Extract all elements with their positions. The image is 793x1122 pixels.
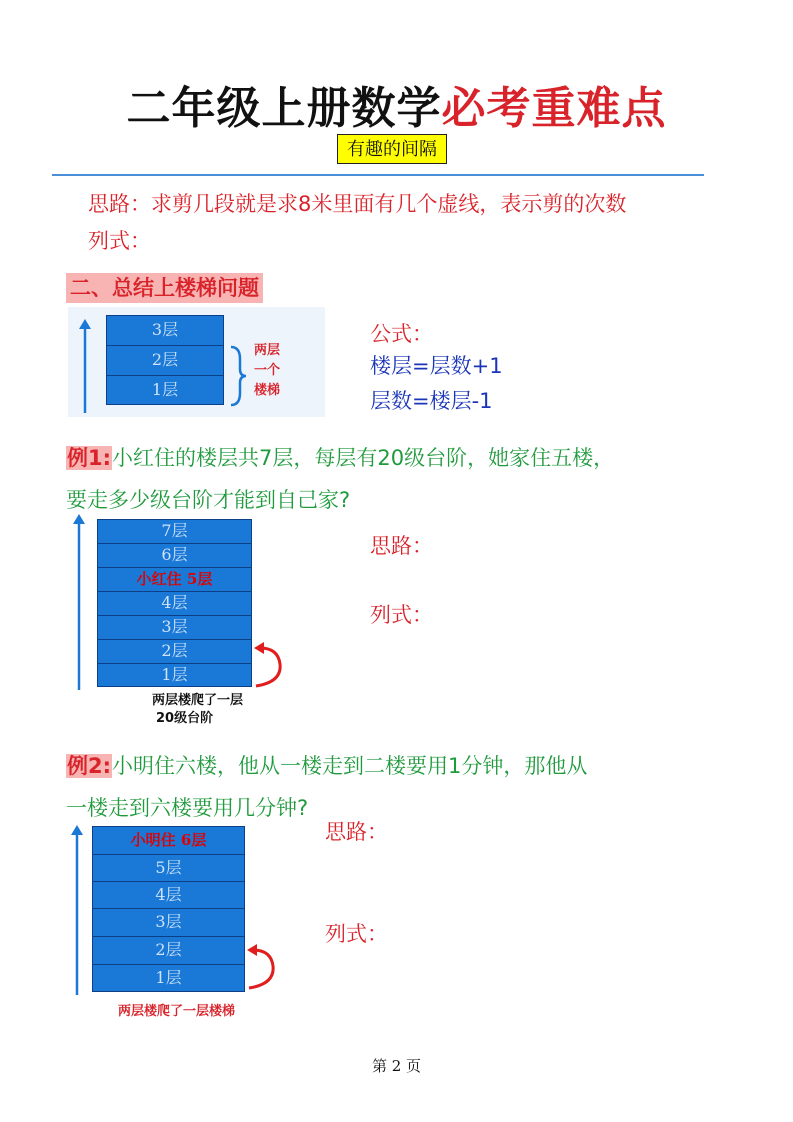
floor-stack-3 bbox=[92, 826, 245, 992]
formula-line-2: 层数=楼层-1 bbox=[370, 389, 493, 413]
page-number: 第 2 页 bbox=[371, 1057, 422, 1075]
section-heading: 二、总结上楼梯问题 bbox=[66, 273, 263, 303]
floor-row: 5层 bbox=[93, 855, 244, 882]
formula-line-1: 楼层=层数+1 bbox=[370, 354, 503, 378]
floor-row: 7层 bbox=[98, 520, 251, 544]
brace-label-line: 楼梯 bbox=[254, 383, 281, 398]
up-arrow-icon bbox=[78, 319, 92, 415]
title-red-part: 必考重难点 bbox=[441, 83, 667, 134]
example1-annotation bbox=[152, 692, 243, 728]
title-black-part: 二年级上册数学 bbox=[126, 83, 442, 134]
example2-line1 bbox=[66, 750, 587, 780]
curved-arrow-icon bbox=[245, 940, 281, 992]
floor-row: 6层 bbox=[98, 544, 251, 568]
example1-line2: 要走多少级台阶才能到自己家? bbox=[66, 488, 351, 512]
floor-row: 3层 bbox=[107, 316, 223, 346]
floor-row: 4层 bbox=[93, 882, 244, 909]
curved-arrow-icon bbox=[252, 640, 288, 690]
subtitle-badge: 有趣的间隔 bbox=[337, 134, 447, 164]
floor-row: 1层 bbox=[151, 380, 179, 399]
floor-stack-2 bbox=[97, 519, 252, 687]
floor-row-highlight: 小红住 5层 bbox=[98, 568, 251, 592]
stairs-diagram-1 bbox=[68, 307, 325, 417]
annotation-line: 两层楼爬了一层 bbox=[152, 693, 244, 708]
formula-label: 公式： bbox=[370, 322, 433, 346]
example1-thought-label: 思路： bbox=[370, 534, 433, 558]
example1-line1 bbox=[66, 442, 614, 472]
brace-label-line: 一个 bbox=[254, 363, 281, 378]
header-divider bbox=[52, 174, 704, 176]
example1-tag: 例1: bbox=[67, 446, 112, 470]
floor-row: 2层 bbox=[107, 346, 223, 376]
example2-formula-label: 列式： bbox=[325, 922, 388, 946]
brace-label bbox=[254, 341, 280, 401]
example2-tag: 例2: bbox=[67, 754, 112, 778]
brace-icon bbox=[228, 345, 248, 407]
floor-row: 2层 bbox=[93, 937, 244, 965]
example2-thought-label: 思路： bbox=[325, 820, 388, 844]
up-arrow-icon bbox=[70, 825, 84, 997]
floor-row: 4层 bbox=[98, 592, 251, 616]
example2-line2: 一楼走到六楼要用几分钟? bbox=[66, 796, 309, 820]
floor-stack-1 bbox=[106, 315, 224, 405]
intro-thought: 思路：求剪几段就是求8米里面有几个虚线，表示剪的次数 bbox=[88, 192, 627, 216]
annotation-line: 20级台阶 bbox=[156, 711, 214, 726]
intro-formula: 列式： bbox=[88, 229, 151, 253]
up-arrow-icon bbox=[72, 514, 86, 692]
example2-text: 小明住六楼，他从一楼走到二楼要用1分钟，那他从 bbox=[112, 754, 588, 778]
floor-row: 1层 bbox=[155, 968, 182, 987]
floor-row: 2层 bbox=[98, 640, 251, 664]
example1-formula-label: 列式： bbox=[370, 603, 433, 627]
floor-row: 1层 bbox=[161, 665, 188, 684]
floor-row: 3层 bbox=[98, 616, 251, 640]
floor-row-highlight: 小明住 6层 bbox=[93, 827, 244, 855]
floor-row: 3层 bbox=[93, 909, 244, 937]
example1-text: 小红住的楼层共7层，每层有20级台阶，她家住五楼， bbox=[112, 446, 615, 470]
page-title bbox=[0, 72, 793, 136]
example2-annotation: 两层楼爬了一层楼梯 bbox=[118, 1004, 236, 1019]
brace-label-line: 两层 bbox=[254, 343, 281, 358]
